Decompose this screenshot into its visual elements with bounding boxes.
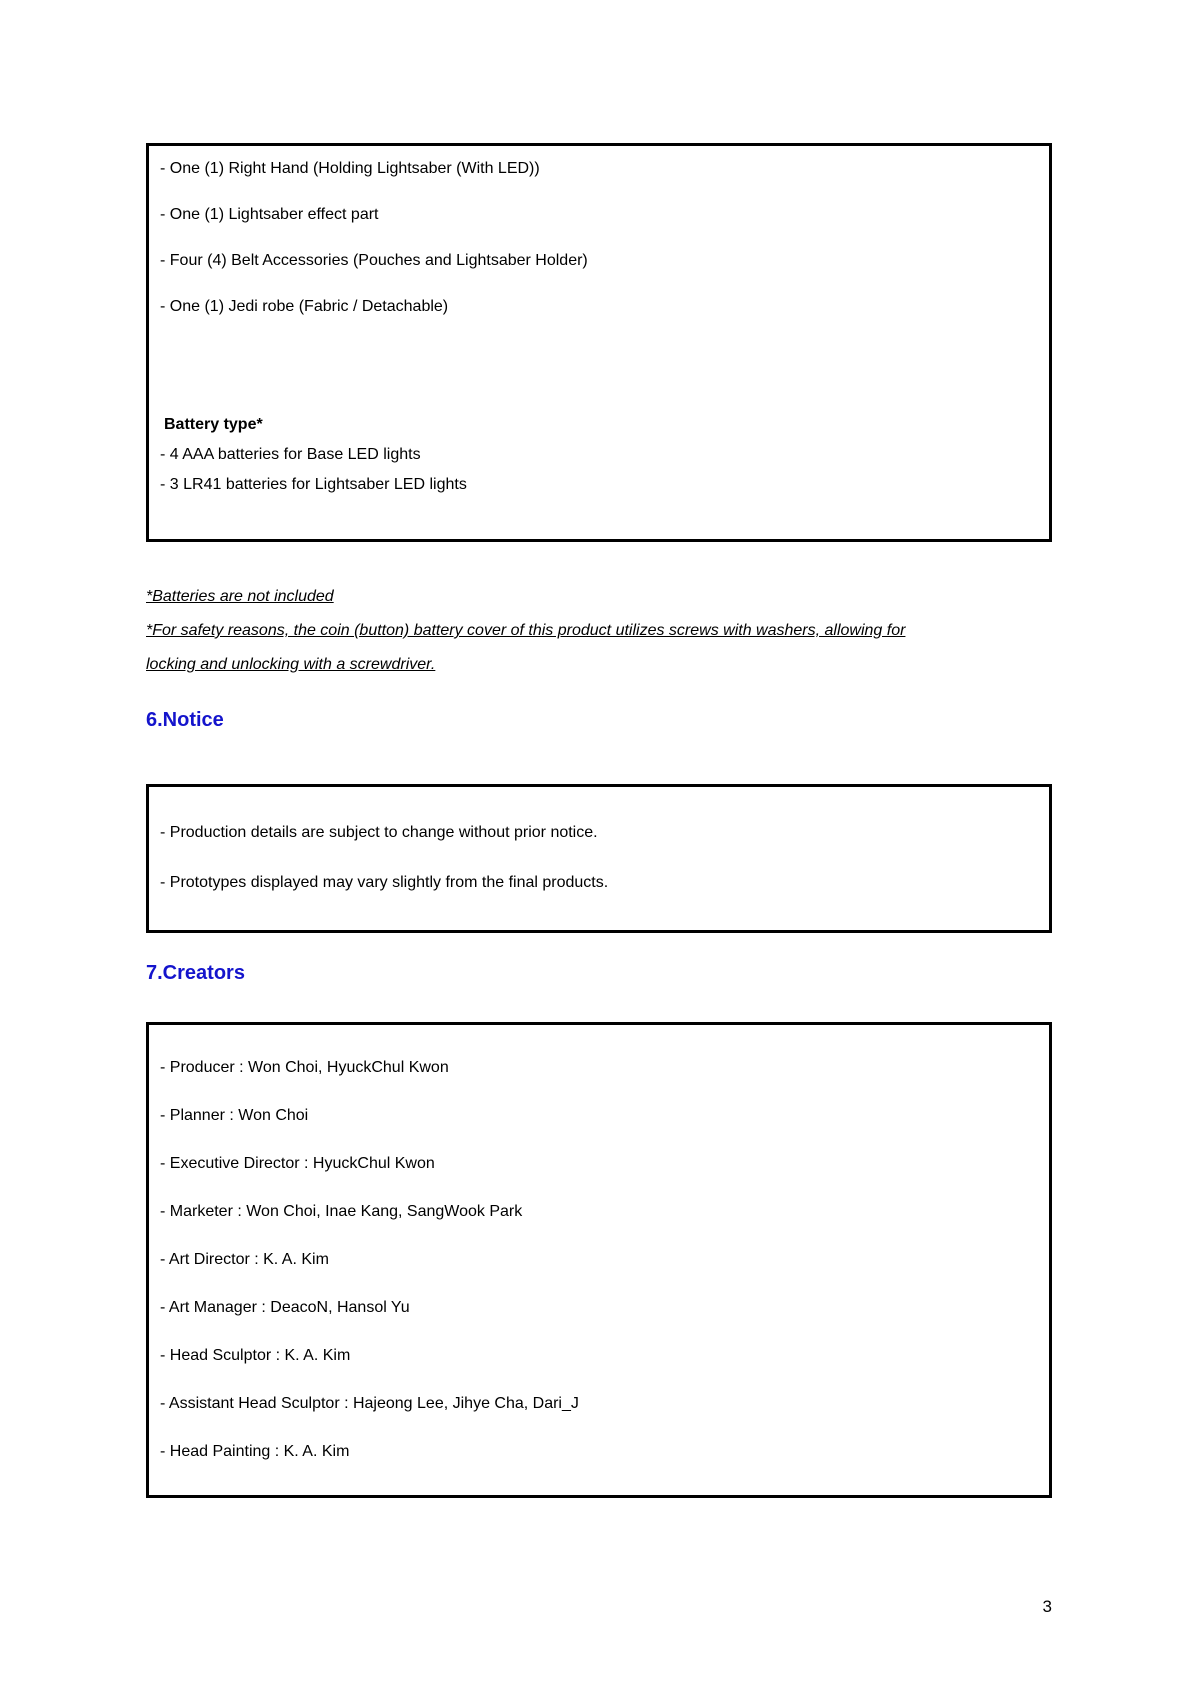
creator-item: - Marketer : Won Choi, Inae Kang, SangWook Park bbox=[160, 1203, 523, 1220]
creator-item: - Producer : Won Choi, HyuckChul Kwon bbox=[160, 1059, 449, 1076]
battery-type-title: Battery type* bbox=[164, 416, 263, 433]
battery-notes bbox=[146, 580, 1052, 682]
battery-type-section bbox=[160, 410, 1038, 500]
battery-note-line: *Batteries are not included bbox=[146, 588, 334, 605]
creator-item: - Planner : Won Choi bbox=[160, 1107, 309, 1124]
creator-item: - Art Manager : DeacoN, Hansol Yu bbox=[160, 1299, 410, 1316]
notice-heading: 6.Notice bbox=[146, 709, 224, 731]
notice-item: - Prototypes displayed may vary slightly from the final products. bbox=[160, 874, 609, 891]
accessory-item: - Four (4) Belt Accessories (Pouches and Lightsaber Holder) bbox=[160, 252, 588, 269]
notice-item: - Production details are subject to change without prior notice. bbox=[160, 824, 598, 841]
creator-item: - Head Painting : K. A. Kim bbox=[160, 1443, 350, 1460]
creator-item: - Art Director : K. A. Kim bbox=[160, 1251, 329, 1268]
creators-heading: 7.Creators bbox=[146, 962, 245, 984]
battery-note-line: *For safety reasons, the coin (button) battery cover of this product utilizes screws with washers, allowing for bbox=[146, 622, 906, 639]
document-content bbox=[146, 0, 1052, 1695]
battery-item: - 3 LR41 batteries for Lightsaber LED lights bbox=[160, 476, 467, 493]
creator-item: - Assistant Head Sculptor : Hajeong Lee, Jihye Cha, Dari_J bbox=[160, 1395, 579, 1412]
accessory-item: - One (1) Jedi robe (Fabric / Detachable) bbox=[160, 298, 449, 315]
battery-item: - 4 AAA batteries for Base LED lights bbox=[160, 446, 421, 463]
accessories-box bbox=[146, 143, 1052, 542]
creators-box bbox=[146, 1022, 1052, 1498]
page-number: 3 bbox=[1042, 1597, 1052, 1616]
notice-box bbox=[146, 784, 1052, 933]
creator-item: - Head Sculptor : K. A. Kim bbox=[160, 1347, 351, 1364]
battery-note-line: locking and unlocking with a screwdriver. bbox=[146, 656, 436, 673]
creator-item: - Executive Director : HyuckChul Kwon bbox=[160, 1155, 435, 1172]
accessory-item: - One (1) Lightsaber effect part bbox=[160, 206, 379, 223]
accessory-item: - One (1) Right Hand (Holding Lightsaber (With LED)) bbox=[160, 160, 540, 177]
